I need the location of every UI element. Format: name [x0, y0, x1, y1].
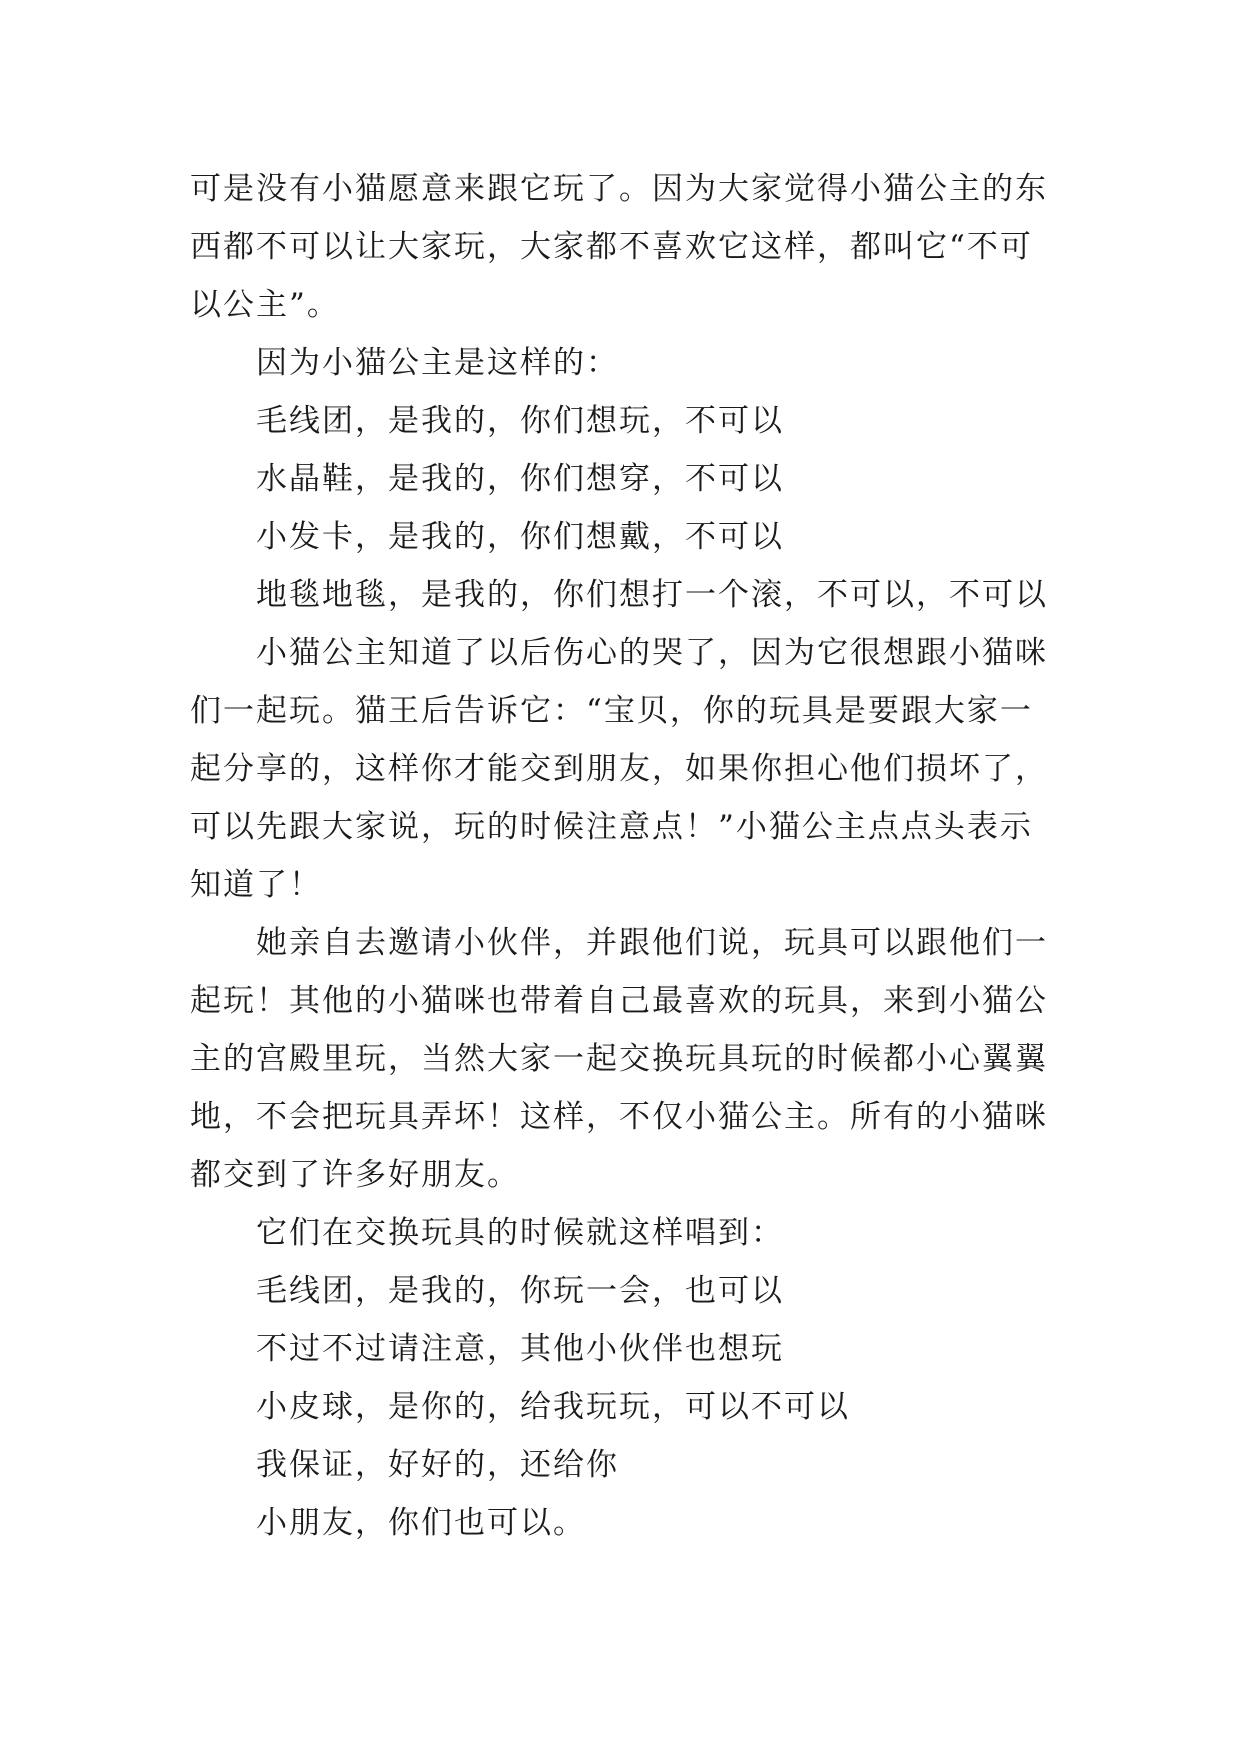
text-line: 地，不会把玩具弄坏！这样，不仅小猫公主。所有的小猫咪: [190, 1099, 1048, 1135]
text-line: 以公主”。: [190, 287, 340, 323]
story-text: [190, 160, 1070, 1552]
text-line: 可以先跟大家说，玩的时候注意点！”小猫公主点点头表示: [190, 809, 1033, 845]
song-line: 地毯地毯，是我的，你们想打一个滚，不可以，不可以: [256, 577, 1048, 613]
song-line: 小发卡，是我的，你们想戴，不可以: [256, 519, 784, 555]
song-line: 小朋友，你们也可以。: [256, 1505, 586, 1541]
song-line: 水晶鞋，是我的，你们想穿，不可以: [256, 461, 784, 497]
song-line: 我保证，好好的，还给你: [256, 1447, 619, 1483]
text-line: 可是没有小猫愿意来跟它玩了。因为大家觉得小猫公主的东: [190, 171, 1048, 207]
song-line: 毛线团，是我的，你玩一会，也可以: [256, 1273, 784, 1309]
song-line: 不过不过请注意，其他小伙伴也想玩: [256, 1331, 784, 1367]
text-line: 因为小猫公主是这样的：: [256, 345, 619, 381]
text-line: 西都不可以让大家玩，大家都不喜欢它这样，都叫它“不可: [190, 229, 1033, 265]
song-line: 毛线团，是我的，你们想玩，不可以: [256, 403, 784, 439]
text-line: 主的宫殿里玩，当然大家一起交换玩具玩的时候都小心翼翼: [190, 1041, 1048, 1077]
text-line: 小猫公主知道了以后伤心的哭了，因为它很想跟小猫咪: [256, 635, 1048, 671]
song-line: 小皮球，是你的，给我玩玩，可以不可以: [256, 1389, 850, 1425]
text-line: 她亲自去邀请小伙伴，并跟他们说，玩具可以跟他们一: [256, 925, 1048, 961]
text-line: 起玩！其他的小猫咪也带着自己最喜欢的玩具，来到小猫公: [190, 983, 1048, 1019]
text-line: 知道了！: [190, 867, 322, 903]
text-line: 它们在交换玩具的时候就这样唱到：: [256, 1215, 784, 1251]
text-line: 们一起玩。猫王后告诉它：“宝贝，你的玩具是要跟大家一: [190, 693, 1033, 729]
text-line: 起分享的，这样你才能交到朋友，如果你担心他们损坏了，: [190, 751, 1048, 787]
text-line: 都交到了许多好朋友。: [190, 1157, 520, 1193]
